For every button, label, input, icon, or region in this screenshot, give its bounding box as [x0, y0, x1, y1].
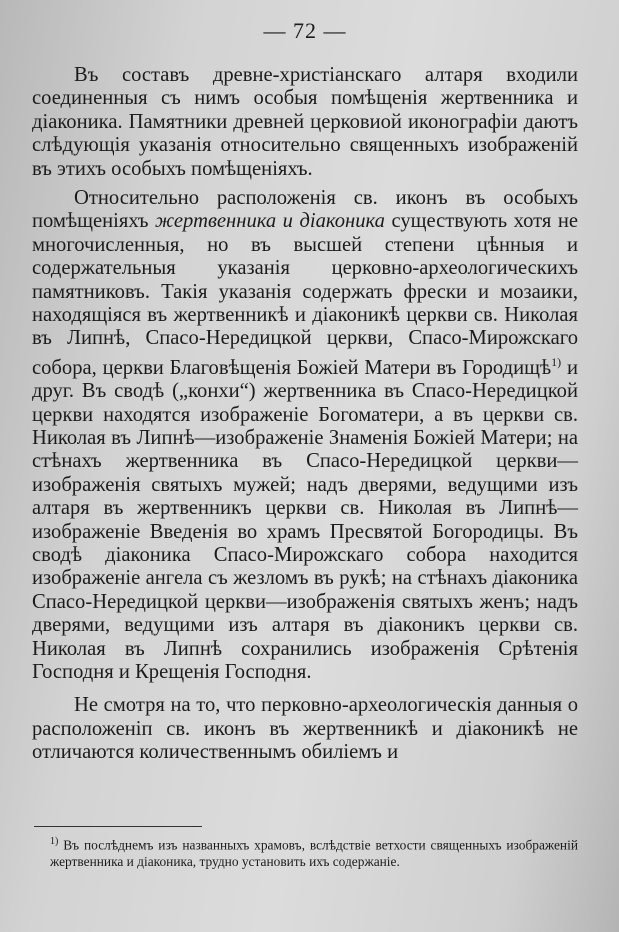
- paragraph-despite-data: Не смотря на то, что перковно-археологическія данныя о расположеніп св. иконъ въ жертвенникѣ и діаконикѣ не отличаются количественнымъ обиліемъ и: [32, 694, 578, 764]
- footnote-reference: 1): [551, 354, 562, 369]
- paragraph-icon-arrangement: [32, 187, 578, 684]
- paragraph-altar-composition: Въ составъ древне-христіанскаго алтаря входили соединенныя съ нимъ особыя помѣщенія жертвенника и діаконика. Памятники древней церковиой иконографіи даютъ слѣдующія указанія относительно священныхъ изображеній въ этихъ особыхъ помѣщеніяхъ.: [32, 64, 578, 180]
- main-text: [32, 64, 578, 765]
- footnote-mark: 1): [50, 836, 59, 847]
- footnote-divider: [34, 826, 202, 827]
- book-page: [32, 0, 578, 765]
- paragraph-text-part: и друг. Въ сводѣ („конхи“) жертвенника въ Спасо-Нередицкой церкви находятся изображеніе Богоматери, а въ церкви св. Николая въ Липнѣ—изображеніе Знаменія Божіей Матери; на стѣнахъ жертвенника въ Спасо-Нередицкой церкви—изображенія святыхъ мужей; надъ дверями, ведущими изъ алтаря въ жертвенникъ церкви св. Николая въ Липнѣ—изображеніе Введенія во храмъ Пресвятой Богородицы. Въ сводѣ діаконика Спасо-Мирожскаго собора находится изображеніе ангела съ жезломъ въ рукѣ; на стѣнахъ діаконика Спасо-Нередицкой церкви—изображенія святыхъ женъ; надъ дверями, ведущими изъ алтаря въ діаконикъ церкви св. Николая въ Липнѣ сохранились изображенія Срѣтенія Господня и Крещенія Господня.: [32, 356, 578, 684]
- italic-emphasis: жертвенника и діаконика: [155, 210, 385, 233]
- footnote-text: Въ послѣднемъ изъ названныхъ храмовъ, вслѣдствіе ветхости священныхъ изображеній жертвенника и діаконика, трудно установить ихъ содержаніе.: [50, 837, 578, 869]
- paragraph-text-part: существують хотя не многочисленныя, но въ высшей степени цѣнныя и содержательныя указанія церковно-археологическихъ памятниковъ. Такія указанія содержать фрески и мозаики, находящіяся въ жертвенникѣ и діаконикѣ церкви св. Николая въ Липнѣ, Спасо-Нередицкой церкви, Спасо-Мирожскаго собора, церкви Благовѣщенія Божіей Матери въ Городищѣ: [32, 210, 578, 379]
- page-number: — 72 —: [263, 18, 347, 43]
- footnote: [50, 834, 578, 870]
- paragraph-text-part: Относительно расположенія св. иконъ въ особыхъ помѣщеніяхъ: [32, 187, 578, 233]
